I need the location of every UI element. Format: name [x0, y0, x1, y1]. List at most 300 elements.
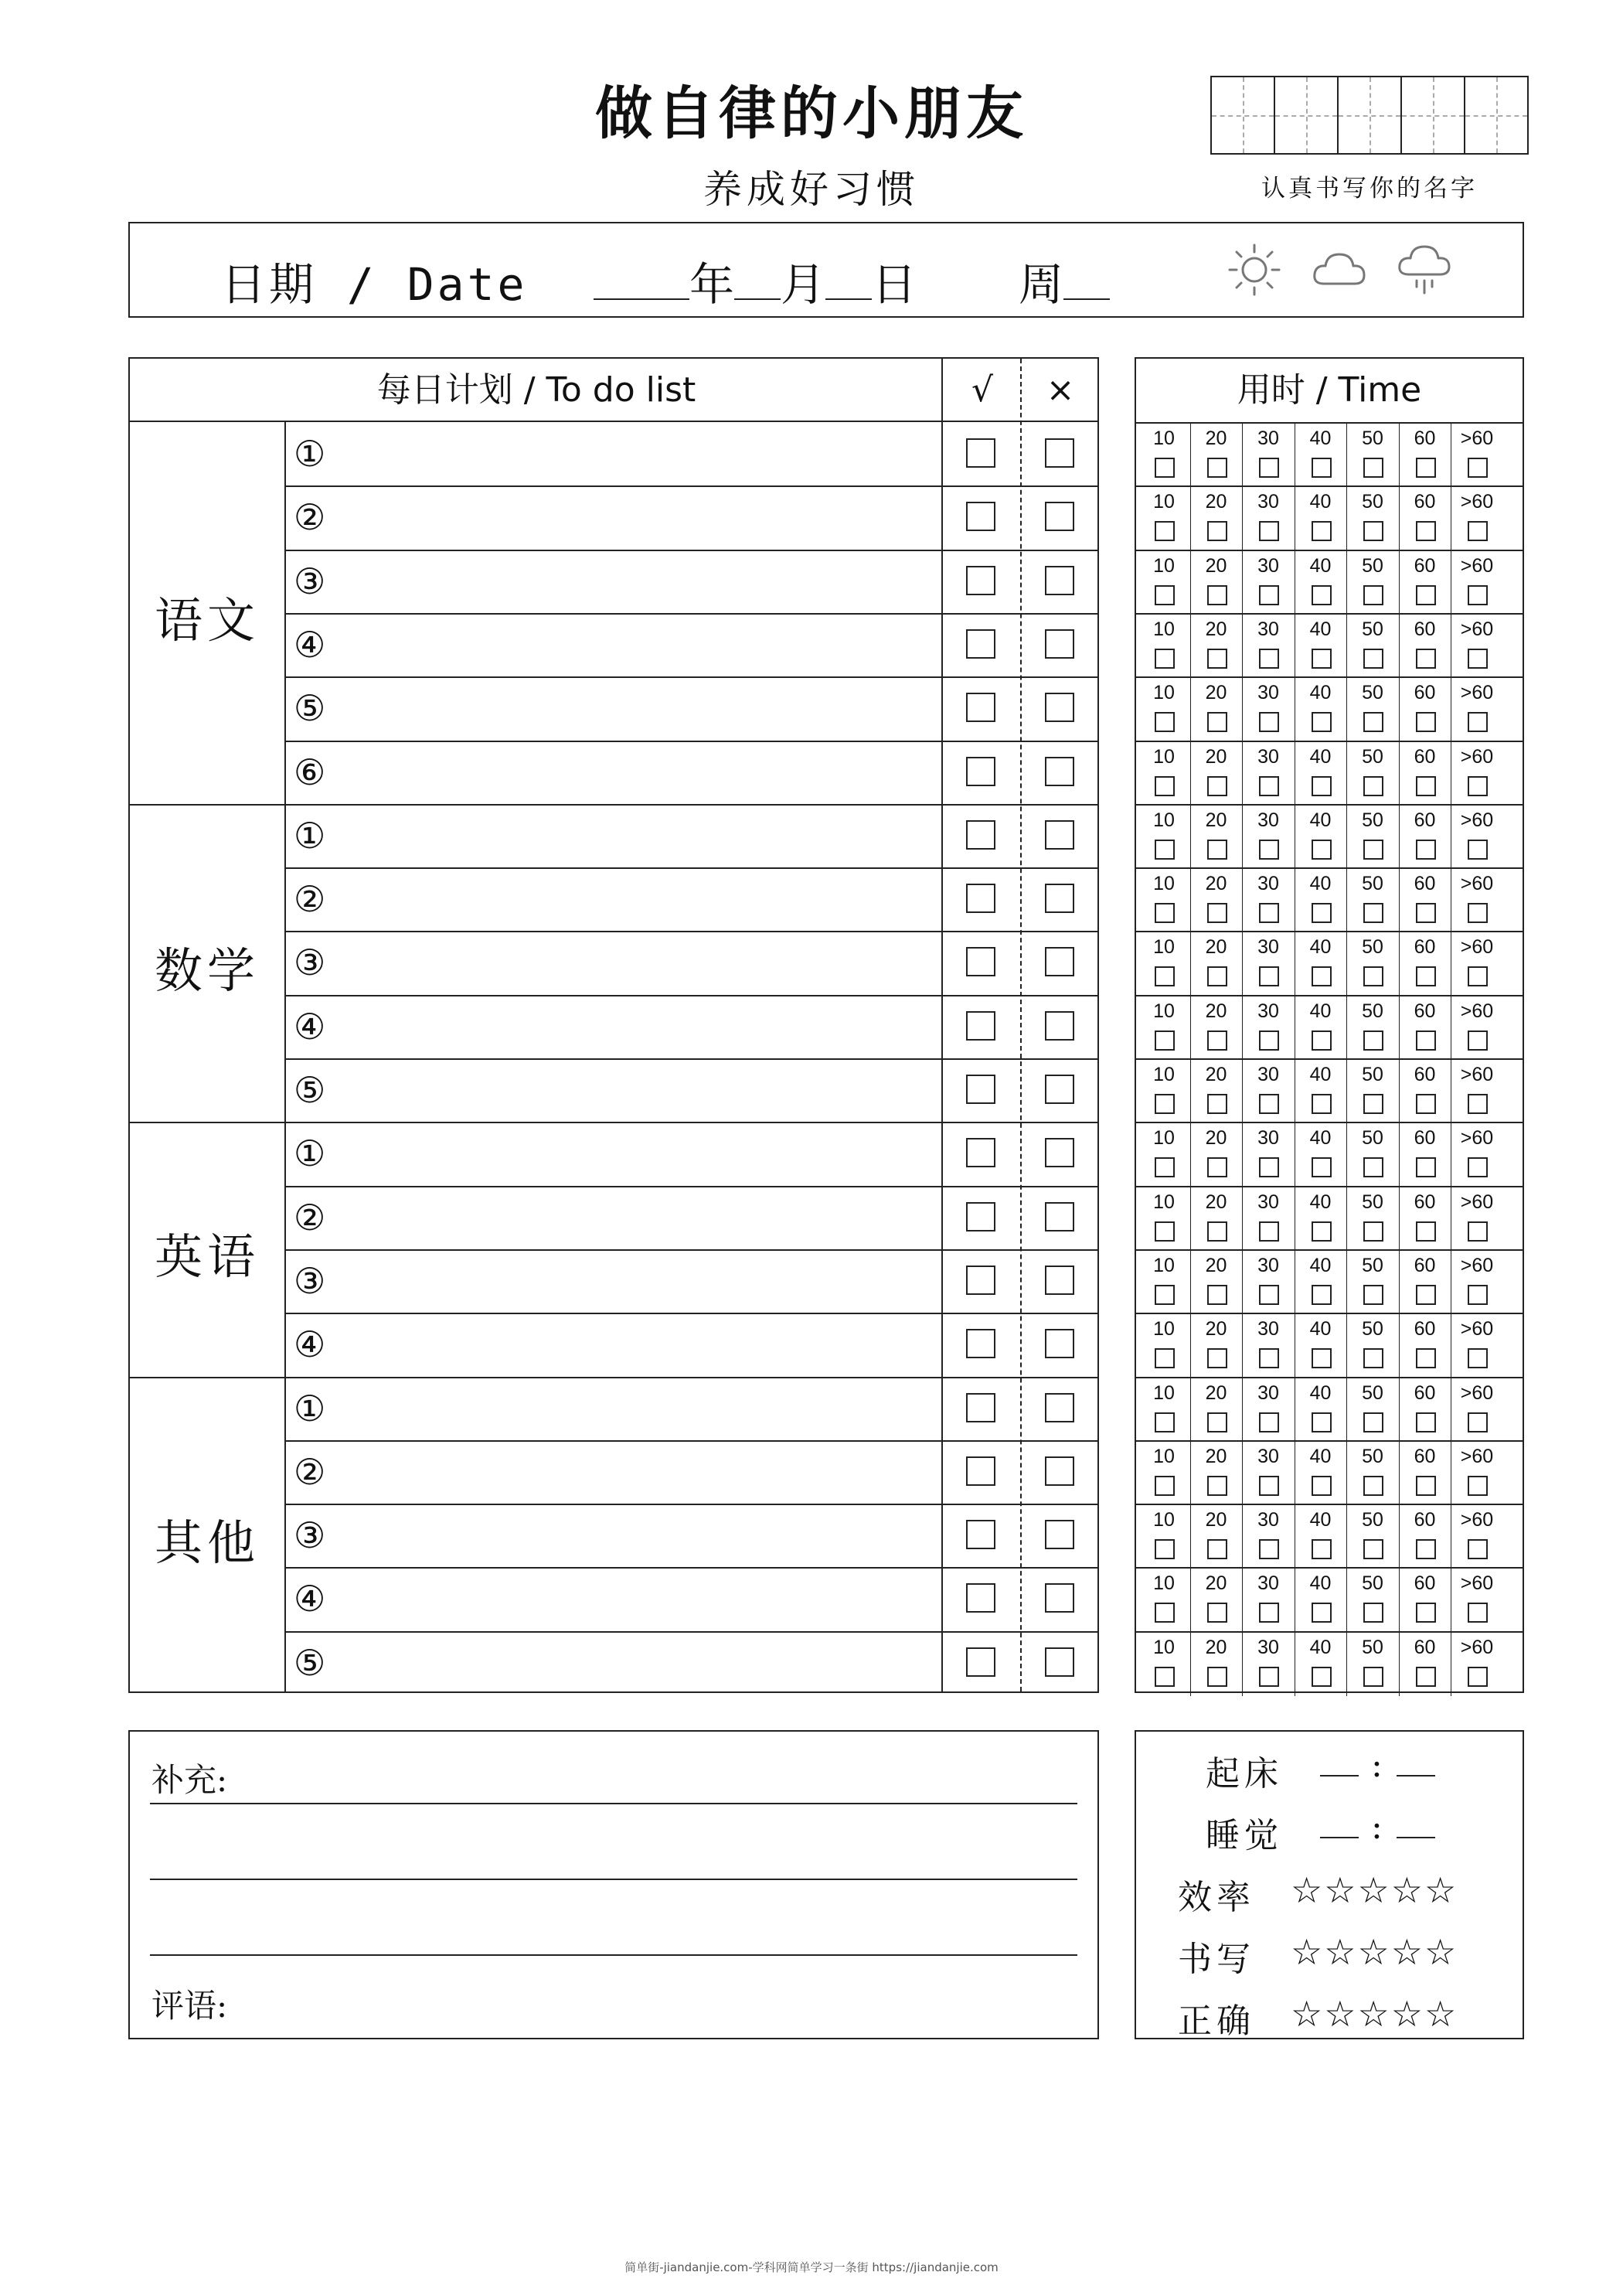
time-option[interactable] — [1454, 1442, 1509, 1505]
time-option[interactable] — [1402, 1378, 1458, 1442]
time-checkbox[interactable] — [1259, 1667, 1279, 1687]
time-checkbox[interactable] — [1468, 1221, 1488, 1242]
time-option[interactable] — [1245, 487, 1301, 550]
time-option[interactable] — [1245, 1187, 1301, 1251]
done-checkbox[interactable] — [966, 502, 995, 531]
time-checkbox[interactable] — [1416, 649, 1436, 669]
not-done-checkbox[interactable] — [1045, 1456, 1074, 1486]
time-option[interactable] — [1402, 487, 1458, 550]
time-option[interactable] — [1298, 1060, 1353, 1123]
time-option[interactable] — [1193, 1060, 1249, 1123]
time-checkbox[interactable] — [1416, 1603, 1436, 1623]
not-done-checkbox[interactable] — [1045, 502, 1074, 531]
done-checkbox[interactable] — [966, 629, 995, 659]
time-checkbox[interactable] — [1416, 840, 1436, 860]
cloud-icon[interactable] — [1308, 239, 1370, 301]
time-checkbox[interactable] — [1155, 1094, 1175, 1114]
time-checkbox[interactable] — [1468, 712, 1488, 732]
time-option[interactable] — [1402, 424, 1458, 487]
time-option[interactable] — [1193, 1251, 1249, 1314]
time-option[interactable] — [1349, 1442, 1405, 1505]
time-option[interactable] — [1349, 551, 1405, 615]
time-checkbox[interactable] — [1207, 776, 1227, 796]
time-checkbox[interactable] — [1155, 1348, 1175, 1368]
time-checkbox[interactable] — [1259, 712, 1279, 732]
time-option[interactable] — [1193, 487, 1249, 550]
time-checkbox[interactable] — [1363, 1667, 1383, 1687]
time-option[interactable] — [1245, 1633, 1301, 1696]
time-checkbox[interactable] — [1363, 776, 1383, 796]
sun-icon[interactable] — [1223, 239, 1285, 301]
time-checkbox[interactable] — [1155, 903, 1175, 923]
time-checkbox[interactable] — [1155, 1412, 1175, 1432]
time-option[interactable] — [1298, 996, 1353, 1060]
time-checkbox[interactable] — [1468, 1094, 1488, 1114]
time-option[interactable] — [1349, 1060, 1405, 1123]
time-checkbox[interactable] — [1312, 585, 1332, 605]
time-checkbox[interactable] — [1312, 1157, 1332, 1177]
time-checkbox[interactable] — [1207, 1412, 1227, 1432]
time-option[interactable] — [1193, 806, 1249, 869]
time-option[interactable] — [1402, 1633, 1458, 1696]
time-option[interactable] — [1402, 1060, 1458, 1123]
week-blank[interactable] — [1063, 261, 1110, 300]
time-option[interactable] — [1298, 1505, 1353, 1569]
time-option[interactable] — [1349, 1314, 1405, 1378]
time-checkbox[interactable] — [1155, 966, 1175, 986]
time-checkbox[interactable] — [1207, 840, 1227, 860]
time-option[interactable] — [1193, 1123, 1249, 1187]
time-checkbox[interactable] — [1207, 521, 1227, 541]
time-checkbox[interactable] — [1363, 1603, 1383, 1623]
star-rating[interactable]: ☆☆☆☆☆ — [1291, 1869, 1458, 1911]
time-option[interactable] — [1193, 1314, 1249, 1378]
time-checkbox[interactable] — [1259, 1348, 1279, 1368]
time-option[interactable] — [1402, 1505, 1458, 1569]
time-option[interactable] — [1349, 1123, 1405, 1187]
time-option[interactable] — [1245, 996, 1301, 1060]
done-checkbox[interactable] — [966, 1583, 995, 1613]
not-done-checkbox[interactable] — [1045, 1647, 1074, 1677]
done-checkbox[interactable] — [966, 1329, 995, 1358]
note-line[interactable] — [150, 1954, 1077, 1956]
note-line[interactable] — [150, 1803, 1077, 1804]
time-checkbox[interactable] — [1155, 712, 1175, 732]
time-option[interactable] — [1245, 1060, 1301, 1123]
time-option[interactable] — [1245, 615, 1301, 678]
todo-item-field[interactable] — [339, 1188, 934, 1247]
time-checkbox[interactable] — [1416, 1285, 1436, 1305]
time-checkbox[interactable] — [1416, 1094, 1436, 1114]
time-checkbox[interactable] — [1207, 1603, 1227, 1623]
time-checkbox[interactable] — [1312, 458, 1332, 478]
time-option[interactable] — [1349, 424, 1405, 487]
time-option[interactable] — [1141, 551, 1196, 615]
time-checkbox[interactable] — [1416, 521, 1436, 541]
time-checkbox[interactable] — [1155, 1476, 1175, 1496]
time-option[interactable] — [1141, 1505, 1196, 1569]
time-option[interactable] — [1245, 1314, 1301, 1378]
time-option[interactable] — [1193, 742, 1249, 806]
time-option[interactable] — [1298, 1314, 1353, 1378]
time-checkbox[interactable] — [1363, 521, 1383, 541]
time-option[interactable] — [1402, 1251, 1458, 1314]
time-option[interactable] — [1298, 615, 1353, 678]
todo-item-field[interactable] — [339, 1061, 934, 1119]
time-option[interactable] — [1298, 1633, 1353, 1696]
time-checkbox[interactable] — [1207, 1667, 1227, 1687]
time-checkbox[interactable] — [1155, 1603, 1175, 1623]
not-done-checkbox[interactable] — [1045, 1520, 1074, 1549]
time-option[interactable] — [1454, 424, 1509, 487]
month-blank[interactable] — [734, 261, 781, 300]
time-option[interactable] — [1141, 1314, 1196, 1378]
time-checkbox[interactable] — [1207, 1094, 1227, 1114]
todo-item-field[interactable] — [339, 806, 934, 865]
time-checkbox[interactable] — [1312, 1348, 1332, 1368]
time-option[interactable] — [1402, 806, 1458, 869]
time-option[interactable] — [1193, 1505, 1249, 1569]
time-checkbox[interactable] — [1468, 521, 1488, 541]
time-checkbox[interactable] — [1468, 966, 1488, 986]
sleep-time[interactable]: : — [1320, 1807, 1435, 1847]
time-checkbox[interactable] — [1207, 1221, 1227, 1242]
time-checkbox[interactable] — [1207, 1348, 1227, 1368]
time-checkbox[interactable] — [1468, 1539, 1488, 1559]
time-checkbox[interactable] — [1312, 903, 1332, 923]
time-checkbox[interactable] — [1259, 649, 1279, 669]
not-done-checkbox[interactable] — [1045, 947, 1074, 976]
time-option[interactable] — [1245, 1251, 1301, 1314]
time-checkbox[interactable] — [1259, 1285, 1279, 1305]
time-option[interactable] — [1349, 1251, 1405, 1314]
time-option[interactable] — [1454, 1505, 1509, 1569]
done-checkbox[interactable] — [966, 566, 995, 595]
time-option[interactable] — [1454, 1378, 1509, 1442]
done-checkbox[interactable] — [966, 1075, 995, 1104]
time-checkbox[interactable] — [1468, 1348, 1488, 1368]
time-option[interactable] — [1402, 869, 1458, 932]
time-checkbox[interactable] — [1259, 776, 1279, 796]
time-option[interactable] — [1454, 1633, 1509, 1696]
time-checkbox[interactable] — [1312, 1667, 1332, 1687]
not-done-checkbox[interactable] — [1045, 757, 1074, 786]
time-option[interactable] — [1402, 615, 1458, 678]
time-option[interactable] — [1454, 1569, 1509, 1632]
todo-item-field[interactable] — [339, 1252, 934, 1310]
time-checkbox[interactable] — [1312, 840, 1332, 860]
time-checkbox[interactable] — [1259, 1094, 1279, 1114]
time-option[interactable] — [1141, 996, 1196, 1060]
done-checkbox[interactable] — [966, 1393, 995, 1422]
time-option[interactable] — [1245, 806, 1301, 869]
time-option[interactable] — [1141, 742, 1196, 806]
time-checkbox[interactable] — [1259, 1603, 1279, 1623]
time-option[interactable] — [1454, 1060, 1509, 1123]
done-checkbox[interactable] — [966, 1266, 995, 1295]
time-option[interactable] — [1193, 424, 1249, 487]
time-checkbox[interactable] — [1155, 649, 1175, 669]
time-checkbox[interactable] — [1363, 1285, 1383, 1305]
todo-item-field[interactable] — [339, 679, 934, 738]
time-option[interactable] — [1454, 551, 1509, 615]
time-checkbox[interactable] — [1416, 1030, 1436, 1051]
done-checkbox[interactable] — [966, 438, 995, 468]
time-option[interactable] — [1193, 996, 1249, 1060]
time-option[interactable] — [1454, 996, 1509, 1060]
time-option[interactable] — [1298, 678, 1353, 741]
time-option[interactable] — [1193, 615, 1249, 678]
done-checkbox[interactable] — [966, 1456, 995, 1486]
time-checkbox[interactable] — [1155, 458, 1175, 478]
time-checkbox[interactable] — [1363, 1157, 1383, 1177]
time-option[interactable] — [1454, 869, 1509, 932]
time-option[interactable] — [1298, 1442, 1353, 1505]
time-option[interactable] — [1402, 932, 1458, 996]
time-checkbox[interactable] — [1468, 903, 1488, 923]
not-done-checkbox[interactable] — [1045, 1583, 1074, 1613]
time-option[interactable] — [1193, 1442, 1249, 1505]
time-option[interactable] — [1349, 487, 1405, 550]
time-option[interactable] — [1298, 806, 1353, 869]
time-option[interactable] — [1141, 806, 1196, 869]
time-option[interactable] — [1454, 615, 1509, 678]
time-option[interactable] — [1402, 1569, 1458, 1632]
todo-item-field[interactable] — [339, 933, 934, 992]
done-checkbox[interactable] — [966, 693, 995, 722]
not-done-checkbox[interactable] — [1045, 1075, 1074, 1104]
year-blank[interactable] — [594, 261, 689, 300]
time-checkbox[interactable] — [1312, 1539, 1332, 1559]
todo-item-field[interactable] — [339, 743, 934, 802]
time-checkbox[interactable] — [1259, 521, 1279, 541]
time-option[interactable] — [1349, 1378, 1405, 1442]
time-checkbox[interactable] — [1312, 712, 1332, 732]
time-checkbox[interactable] — [1207, 649, 1227, 669]
time-option[interactable] — [1349, 806, 1405, 869]
time-option[interactable] — [1141, 1251, 1196, 1314]
time-checkbox[interactable] — [1155, 776, 1175, 796]
todo-item-field[interactable] — [339, 552, 934, 611]
name-writing-grid[interactable] — [1210, 76, 1529, 155]
time-checkbox[interactable] — [1259, 1221, 1279, 1242]
time-option[interactable] — [1245, 551, 1301, 615]
time-option[interactable] — [1298, 1187, 1353, 1251]
time-checkbox[interactable] — [1207, 903, 1227, 923]
time-option[interactable] — [1141, 1442, 1196, 1505]
time-checkbox[interactable] — [1155, 1539, 1175, 1559]
done-checkbox[interactable] — [966, 1138, 995, 1167]
time-checkbox[interactable] — [1155, 1030, 1175, 1051]
time-checkbox[interactable] — [1259, 1539, 1279, 1559]
name-cell[interactable] — [1402, 77, 1465, 153]
time-checkbox[interactable] — [1363, 458, 1383, 478]
time-option[interactable] — [1141, 487, 1196, 550]
time-option[interactable] — [1454, 932, 1509, 996]
time-option[interactable] — [1349, 1187, 1405, 1251]
time-option[interactable] — [1193, 1569, 1249, 1632]
time-checkbox[interactable] — [1155, 840, 1175, 860]
note-line[interactable] — [150, 1879, 1077, 1880]
time-option[interactable] — [1454, 742, 1509, 806]
time-checkbox[interactable] — [1155, 1285, 1175, 1305]
time-checkbox[interactable] — [1207, 1539, 1227, 1559]
time-option[interactable] — [1245, 1442, 1301, 1505]
time-checkbox[interactable] — [1207, 1157, 1227, 1177]
time-option[interactable] — [1298, 1569, 1353, 1632]
todo-item-field[interactable] — [339, 615, 934, 674]
not-done-checkbox[interactable] — [1045, 1011, 1074, 1041]
todo-item-field[interactable] — [339, 1569, 934, 1628]
time-option[interactable] — [1298, 869, 1353, 932]
time-option[interactable] — [1349, 615, 1405, 678]
time-option[interactable] — [1193, 1633, 1249, 1696]
time-option[interactable] — [1141, 1187, 1196, 1251]
time-option[interactable] — [1193, 869, 1249, 932]
time-checkbox[interactable] — [1416, 1667, 1436, 1687]
time-checkbox[interactable] — [1416, 1539, 1436, 1559]
time-checkbox[interactable] — [1416, 712, 1436, 732]
time-option[interactable] — [1141, 932, 1196, 996]
time-option[interactable] — [1349, 869, 1405, 932]
time-option[interactable] — [1141, 615, 1196, 678]
time-option[interactable] — [1298, 742, 1353, 806]
not-done-checkbox[interactable] — [1045, 693, 1074, 722]
time-checkbox[interactable] — [1416, 966, 1436, 986]
time-option[interactable] — [1349, 996, 1405, 1060]
time-checkbox[interactable] — [1207, 966, 1227, 986]
time-option[interactable] — [1141, 1378, 1196, 1442]
time-checkbox[interactable] — [1155, 1667, 1175, 1687]
time-checkbox[interactable] — [1363, 1348, 1383, 1368]
time-option[interactable] — [1141, 1060, 1196, 1123]
time-checkbox[interactable] — [1259, 1412, 1279, 1432]
not-done-checkbox[interactable] — [1045, 1266, 1074, 1295]
todo-item-field[interactable] — [339, 1506, 934, 1565]
time-option[interactable] — [1454, 1123, 1509, 1187]
time-option[interactable] — [1454, 1187, 1509, 1251]
not-done-checkbox[interactable] — [1045, 884, 1074, 913]
name-cell[interactable] — [1465, 77, 1527, 153]
time-checkbox[interactable] — [1207, 585, 1227, 605]
time-checkbox[interactable] — [1155, 1221, 1175, 1242]
time-checkbox[interactable] — [1312, 1603, 1332, 1623]
done-checkbox[interactable] — [966, 820, 995, 850]
time-option[interactable] — [1245, 742, 1301, 806]
time-checkbox[interactable] — [1416, 1157, 1436, 1177]
time-checkbox[interactable] — [1312, 1221, 1332, 1242]
time-option[interactable] — [1402, 996, 1458, 1060]
time-option[interactable] — [1298, 551, 1353, 615]
time-checkbox[interactable] — [1363, 1030, 1383, 1051]
time-option[interactable] — [1245, 932, 1301, 996]
time-checkbox[interactable] — [1207, 712, 1227, 732]
time-checkbox[interactable] — [1363, 1412, 1383, 1432]
time-checkbox[interactable] — [1468, 1030, 1488, 1051]
time-option[interactable] — [1245, 1378, 1301, 1442]
wake-time[interactable]: : — [1320, 1746, 1435, 1785]
rain-icon[interactable] — [1393, 239, 1455, 301]
time-checkbox[interactable] — [1468, 1157, 1488, 1177]
time-option[interactable] — [1298, 1251, 1353, 1314]
time-checkbox[interactable] — [1259, 903, 1279, 923]
time-option[interactable] — [1245, 1505, 1301, 1569]
time-checkbox[interactable] — [1312, 1030, 1332, 1051]
time-checkbox[interactable] — [1416, 1221, 1436, 1242]
time-option[interactable] — [1245, 1123, 1301, 1187]
time-checkbox[interactable] — [1363, 1476, 1383, 1496]
not-done-checkbox[interactable] — [1045, 1393, 1074, 1422]
time-option[interactable] — [1402, 742, 1458, 806]
time-checkbox[interactable] — [1312, 1285, 1332, 1305]
done-checkbox[interactable] — [966, 1520, 995, 1549]
time-option[interactable] — [1298, 487, 1353, 550]
time-checkbox[interactable] — [1416, 1348, 1436, 1368]
time-checkbox[interactable] — [1363, 1221, 1383, 1242]
time-checkbox[interactable] — [1312, 1094, 1332, 1114]
time-option[interactable] — [1349, 1505, 1405, 1569]
time-checkbox[interactable] — [1363, 1539, 1383, 1559]
time-checkbox[interactable] — [1207, 1285, 1227, 1305]
time-option[interactable] — [1141, 869, 1196, 932]
time-checkbox[interactable] — [1468, 776, 1488, 796]
done-checkbox[interactable] — [966, 947, 995, 976]
time-checkbox[interactable] — [1416, 1412, 1436, 1432]
time-option[interactable] — [1454, 487, 1509, 550]
time-checkbox[interactable] — [1416, 585, 1436, 605]
time-checkbox[interactable] — [1416, 903, 1436, 923]
todo-item-field[interactable] — [339, 1443, 934, 1501]
star-rating[interactable]: ☆☆☆☆☆ — [1291, 1993, 1458, 2035]
time-option[interactable] — [1349, 1633, 1405, 1696]
time-checkbox[interactable] — [1363, 712, 1383, 732]
time-option[interactable] — [1349, 742, 1405, 806]
time-option[interactable] — [1298, 1123, 1353, 1187]
time-option[interactable] — [1245, 869, 1301, 932]
todo-item-field[interactable] — [339, 997, 934, 1056]
not-done-checkbox[interactable] — [1045, 566, 1074, 595]
time-option[interactable] — [1402, 551, 1458, 615]
time-checkbox[interactable] — [1155, 585, 1175, 605]
time-checkbox[interactable] — [1259, 1157, 1279, 1177]
time-option[interactable] — [1349, 1569, 1405, 1632]
time-option[interactable] — [1245, 1569, 1301, 1632]
done-checkbox[interactable] — [966, 1647, 995, 1677]
time-option[interactable] — [1349, 932, 1405, 996]
todo-item-field[interactable] — [339, 488, 934, 547]
time-checkbox[interactable] — [1468, 840, 1488, 860]
time-option[interactable] — [1193, 1187, 1249, 1251]
time-option[interactable] — [1245, 678, 1301, 741]
time-checkbox[interactable] — [1468, 585, 1488, 605]
time-checkbox[interactable] — [1363, 966, 1383, 986]
time-checkbox[interactable] — [1259, 1476, 1279, 1496]
time-checkbox[interactable] — [1259, 1030, 1279, 1051]
star-rating[interactable]: ☆☆☆☆☆ — [1291, 1931, 1458, 1973]
time-option[interactable] — [1454, 1251, 1509, 1314]
todo-item-field[interactable] — [339, 1379, 934, 1438]
time-checkbox[interactable] — [1363, 840, 1383, 860]
time-checkbox[interactable] — [1468, 1285, 1488, 1305]
time-checkbox[interactable] — [1259, 585, 1279, 605]
time-checkbox[interactable] — [1207, 1476, 1227, 1496]
time-option[interactable] — [1141, 1633, 1196, 1696]
time-option[interactable] — [1193, 1378, 1249, 1442]
time-checkbox[interactable] — [1416, 1476, 1436, 1496]
not-done-checkbox[interactable] — [1045, 1329, 1074, 1358]
time-checkbox[interactable] — [1312, 521, 1332, 541]
time-checkbox[interactable] — [1259, 840, 1279, 860]
